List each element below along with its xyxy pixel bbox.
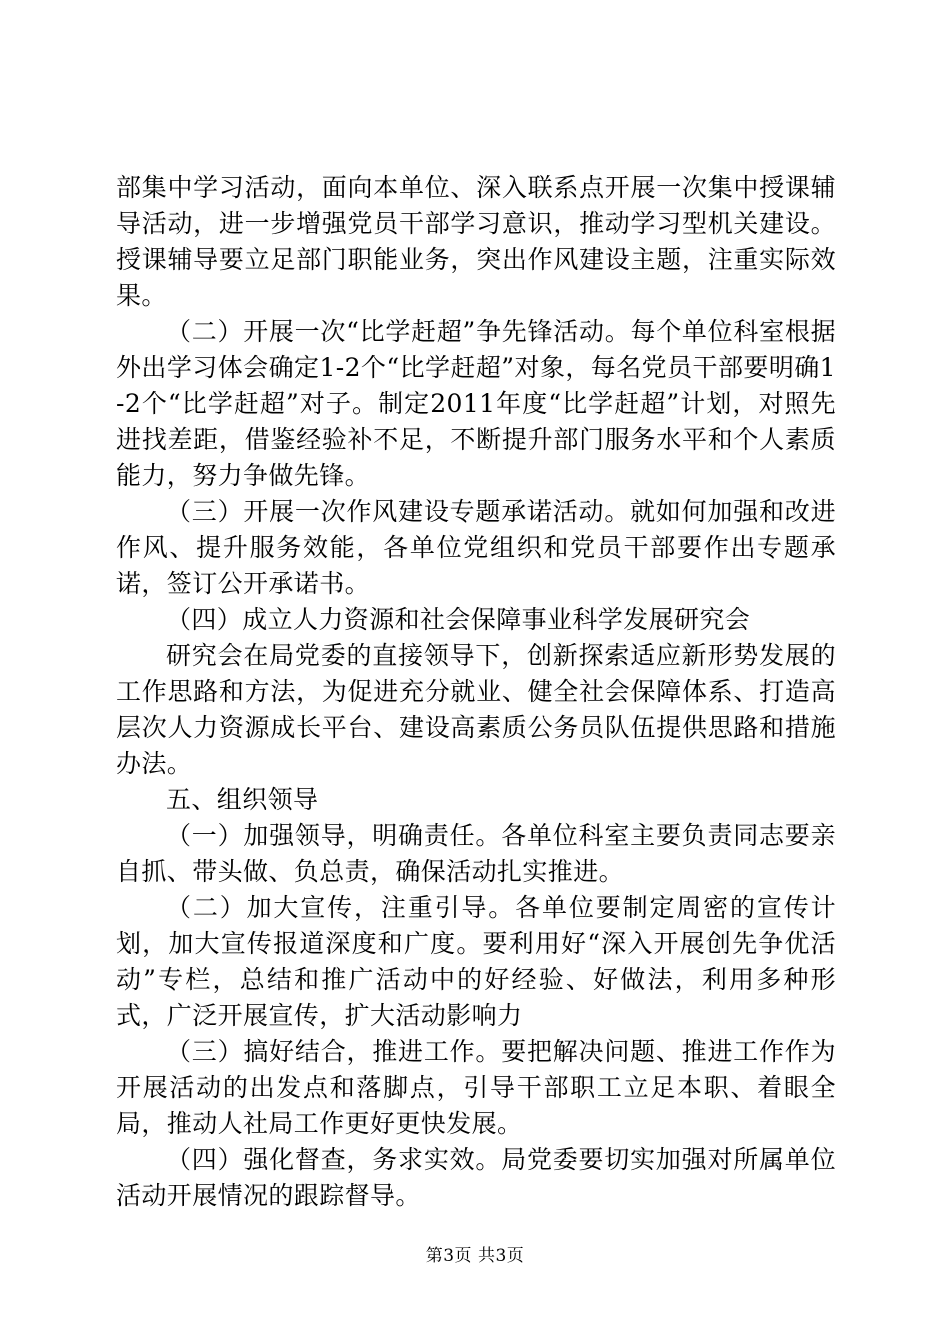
paragraph-7: （一）加强领导，明确责任。各单位科室主要负责同志要亲自抓、带头做、负总责，确保活动扎实推进。 — [116, 821, 836, 886]
paragraph-8: （二）加大宣传，注重引导。各单位要制定周密的宣传计划，加大宣传报道深度和广度。要利用好“深入开展创先争优活动”专栏，总结和推广活动中的好经验、好做法，利用多种形式，广泛开展宣传，扩大活动影响力 — [116, 893, 836, 1030]
paragraph-2: （二）开展一次“比学赶超”争先锋活动。每个单位科室根据外出学习体会确定1-2个“比学赶超”对象，每名党员干部要明确1-2个“比学赶超”对子。制定2011年度“比学赶超”计划，对照先进找差距，借鉴经验补不足，不断提升部门服务水平和个人素质能力，努力争做先锋。 — [116, 317, 836, 490]
paragraph-9: （三）搞好结合，推进工作。要把解决问题、推进工作作为开展活动的出发点和落脚点，引导干部职工立足本职、着眼全局，推动人社局工作更好更快发展。 — [116, 1037, 836, 1138]
page-footer: 第3页 共3页 — [425, 1246, 525, 1266]
paragraph-3: （三）开展一次作风建设专题承诺活动。就如何加强和改进作风、提升服务效能，各单位党组织和党员干部要作出专题承诺，签订公开承诺书。 — [116, 497, 836, 598]
paragraph-4: （四）成立人力资源和社会保障事业科学发展研究会 — [166, 605, 751, 634]
paragraph-1: 部集中学习活动，面向本单位、深入联系点开展一次集中授课辅导活动，进一步增强党员干部学习意识，推动学习型机关建设。授课辅导要立足部门职能业务，突出作风建设主题，注重实际效果。 — [116, 173, 836, 310]
document-body — [116, 170, 836, 1214]
paragraph-5: 研究会在局党委的直接领导下，创新探索适应新形势发展的工作思路和方法，为促进充分就业、健全社会保障体系、打造高层次人力资源成长平台、建设高素质公务员队伍提供思路和措施办法。 — [116, 641, 836, 778]
section-heading-5: 五、组织领导 — [166, 785, 319, 814]
paragraph-10: （四）强化督查，务求实效。局党委要切实加强对所属单位活动开展情况的跟踪督导。 — [116, 1145, 836, 1210]
